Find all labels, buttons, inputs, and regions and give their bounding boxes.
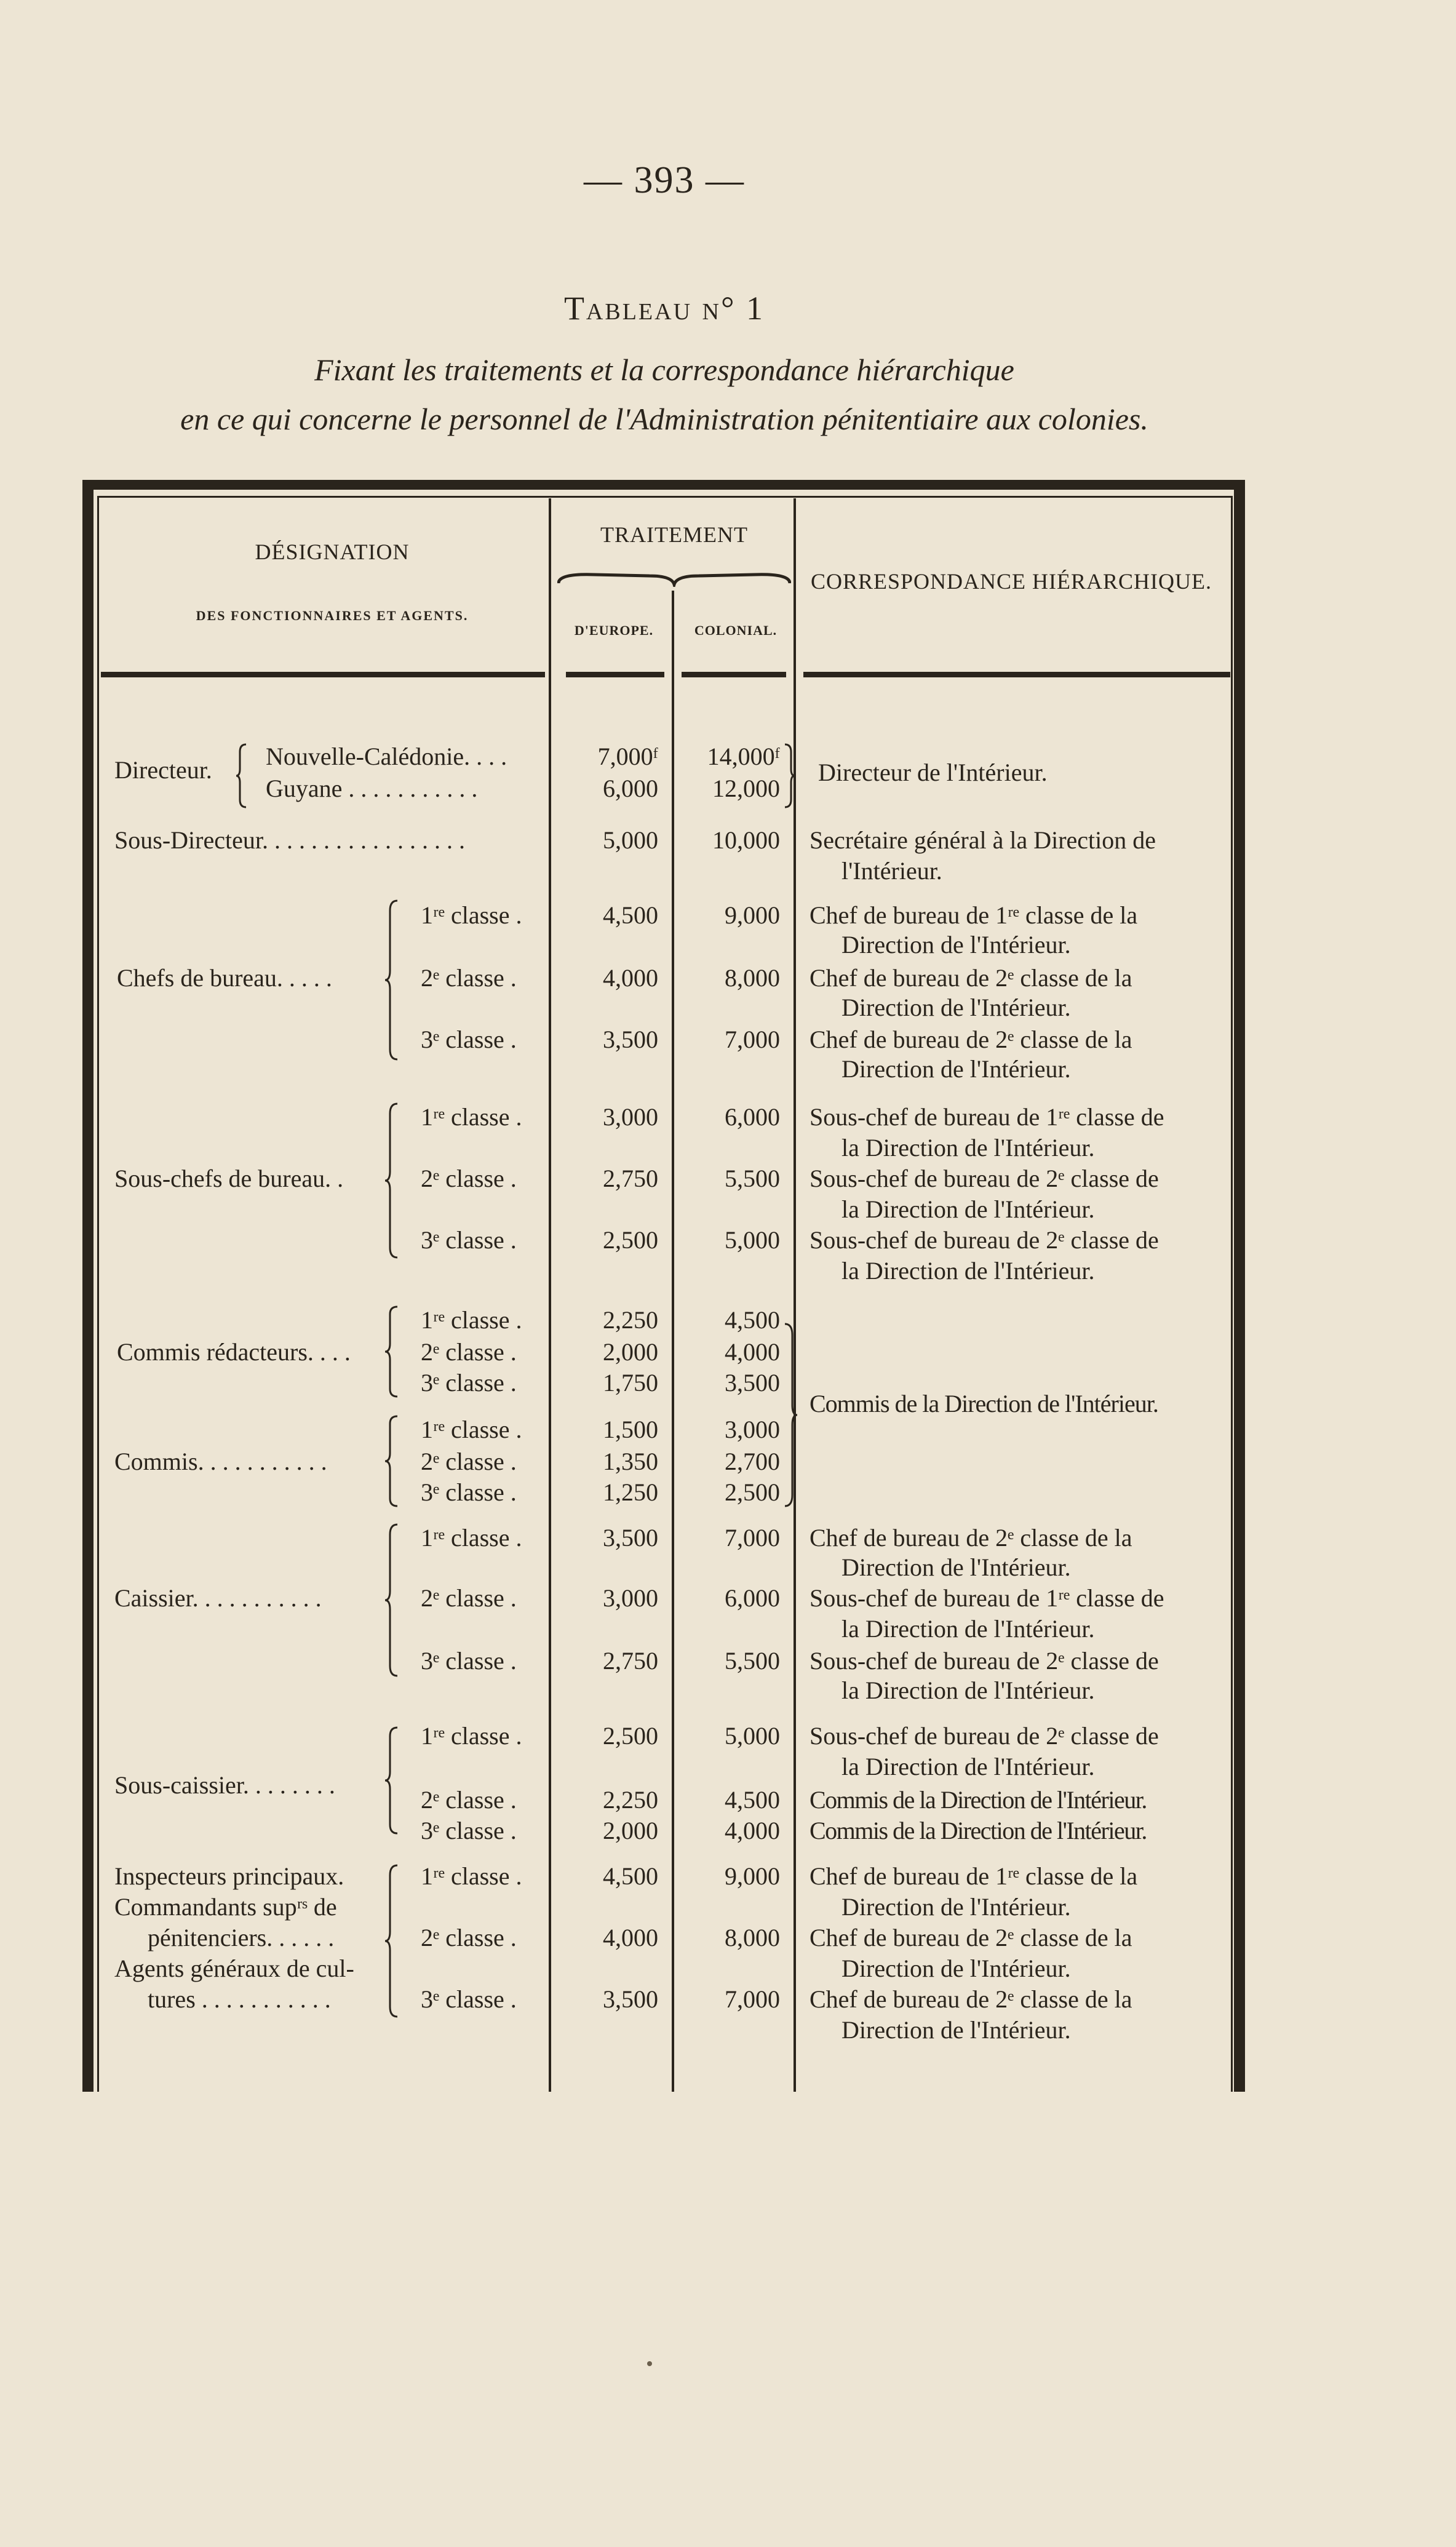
label-penitenciers: pénitenciers. . . . . .	[148, 1924, 335, 1951]
value-colonial: 3,500	[725, 1369, 780, 1397]
class-label: 2ᵉ classe .	[421, 964, 517, 992]
brace-icon	[784, 743, 796, 808]
corr-line: Commis de la Direction de l'Intérieur.	[810, 1817, 1147, 1844]
brace-icon	[384, 1102, 400, 1259]
corr-line: Sous-chef de bureau de 2ᵉ classe de	[810, 1722, 1159, 1750]
class-label: 3ᵉ classe .	[421, 1226, 517, 1254]
class-label: 1ʳᵉ classe .	[421, 1306, 522, 1334]
corr-line: Sous-chef de bureau de 2ᵉ classe de	[810, 1165, 1159, 1192]
value-colonial: 7,000	[725, 1524, 780, 1552]
value-colonial: 10,000	[712, 826, 780, 854]
corr-line: Direction de l'Intérieur.	[841, 994, 1071, 1021]
value-europe: 4,000	[603, 964, 658, 992]
value-europe: 2,000	[603, 1817, 658, 1844]
corr-directeur: Directeur de l'Intérieur.	[818, 759, 1048, 786]
value-colonial: 2,500	[725, 1478, 780, 1506]
class-label: 2ᵉ classe .	[421, 1165, 517, 1192]
corr-line: la Direction de l'Intérieur.	[841, 1753, 1095, 1780]
value-colonial: 5,000	[725, 1226, 780, 1254]
label-commandants: Commandants supʳˢ de	[114, 1893, 337, 1921]
value-colonial: 5,500	[725, 1165, 780, 1192]
header-separator	[803, 672, 1230, 677]
corr-line: Chef de bureau de 2ᵉ classe de la	[810, 964, 1132, 992]
corr-line: la Direction de l'Intérieur.	[841, 1195, 1095, 1223]
value-europe: 1,750	[603, 1369, 658, 1397]
class-label: 3ᵉ classe .	[421, 1647, 517, 1675]
class-label: 2ᵉ classe .	[421, 1338, 517, 1366]
corr-line: Direction de l'Intérieur.	[841, 931, 1071, 959]
class-label: 2ᵉ classe .	[421, 1448, 517, 1475]
class-label: 3ᵉ classe .	[421, 1985, 517, 2013]
header-europe: D'EUROPE.	[574, 623, 654, 638]
brace-icon	[784, 1323, 800, 1507]
value-colonial: 14,000ᶠ	[707, 743, 780, 770]
value-europe: 2,250	[603, 1306, 658, 1334]
header-designation-sub: DES FONCTIONNAIRES ET AGENTS.	[196, 608, 469, 623]
corr-line: la Direction de l'Intérieur.	[841, 1676, 1095, 1704]
page-mark	[647, 2361, 652, 2366]
corr-line: Direction de l'Intérieur.	[841, 1893, 1071, 1921]
corr-commis: Commis de la Direction de l'Intérieur.	[810, 1390, 1158, 1417]
class-label: 2ᵉ classe .	[421, 1786, 517, 1814]
class-label: 2ᵉ classe .	[421, 1924, 517, 1951]
label-cultures: tures . . . . . . . . . . .	[148, 1985, 331, 2013]
value-colonial: 2,700	[725, 1448, 780, 1475]
label-inspecteurs: Inspecteurs principaux.	[114, 1862, 344, 1890]
class-label: 1ʳᵉ classe .	[421, 1862, 522, 1890]
label-directeur: Directeur.	[114, 756, 212, 784]
class-label: 1ʳᵉ classe .	[421, 1722, 522, 1750]
class-label: 3ᵉ classe .	[421, 1817, 517, 1844]
corr-line: Chef de bureau de 2ᵉ classe de la	[810, 1924, 1132, 1951]
brace-icon	[235, 743, 249, 808]
corr-line: la Direction de l'Intérieur.	[841, 1134, 1095, 1162]
value-colonial: 4,500	[725, 1306, 780, 1334]
value-europe: 1,250	[603, 1478, 658, 1506]
value-colonial: 4,500	[725, 1786, 780, 1814]
corr-line: Commis de la Direction de l'Intérieur.	[810, 1786, 1147, 1814]
corr-line: la Direction de l'Intérieur.	[841, 1257, 1095, 1285]
value-europe: 3,500	[603, 1524, 658, 1552]
value-colonial: 6,000	[725, 1103, 780, 1131]
header-colonial: COLONIAL.	[694, 623, 778, 638]
corr-line: Sous-chef de bureau de 1ʳᵉ classe de	[810, 1103, 1164, 1131]
column-rule	[672, 591, 674, 2092]
label-guyane: Guyane . . . . . . . . . . .	[266, 775, 478, 802]
value-colonial: 12,000	[712, 775, 780, 802]
corr-line: Sous-chef de bureau de 2ᵉ classe de	[810, 1226, 1159, 1254]
value-europe: 4,500	[603, 1862, 658, 1890]
corr-line: Sous-chef de bureau de 2ᵉ classe de	[810, 1647, 1159, 1675]
value-europe: 2,500	[603, 1226, 658, 1254]
page-number: — 393 —	[584, 159, 745, 201]
corr-line: l'Intérieur.	[841, 857, 942, 885]
label-sous-chefs: Sous-chefs de bureau. .	[114, 1165, 344, 1192]
corr-line: Direction de l'Intérieur.	[841, 1955, 1071, 1982]
value-europe: 3,500	[603, 1026, 658, 1053]
corr-line: Chef de bureau de 1ʳᵉ classe de la	[810, 1862, 1138, 1890]
value-europe: 7,000ᶠ	[597, 743, 658, 770]
corr-line: Chef de bureau de 1ʳᵉ classe de la	[810, 901, 1138, 929]
value-europe: 4,500	[603, 901, 658, 929]
header-correspondance: CORRESPONDANCE HIÉRARCHIQUE.	[810, 569, 1212, 594]
corr-line: Direction de l'Intérieur.	[841, 2016, 1071, 2044]
value-europe: 2,500	[603, 1722, 658, 1750]
label-commis-redacteurs: Commis rédacteurs. . . .	[117, 1338, 351, 1366]
column-rule	[794, 498, 796, 2092]
corr-line: Direction de l'Intérieur.	[841, 1553, 1071, 1581]
value-europe: 2,000	[603, 1338, 658, 1366]
class-label: 1ʳᵉ classe .	[421, 1103, 522, 1131]
value-europe: 6,000	[603, 775, 658, 802]
value-colonial: 9,000	[725, 901, 780, 929]
horizontal-brace-icon	[557, 568, 791, 587]
value-colonial: 8,000	[725, 1924, 780, 1951]
value-europe: 3,500	[603, 1985, 658, 2013]
corr-line: Secrétaire général à la Direction de	[810, 826, 1156, 854]
value-colonial: 4,000	[725, 1338, 780, 1366]
corr-line: Sous-chef de bureau de 1ʳᵉ classe de	[810, 1584, 1164, 1612]
header-separator	[566, 672, 664, 677]
class-label: 1ʳᵉ classe .	[421, 1416, 522, 1443]
brace-icon	[384, 899, 400, 1061]
value-colonial: 8,000	[725, 964, 780, 992]
value-europe: 5,000	[603, 826, 658, 854]
class-label: 3ᵉ classe .	[421, 1026, 517, 1053]
value-colonial: 7,000	[725, 1985, 780, 2013]
class-label: 3ᵉ classe .	[421, 1478, 517, 1506]
table-subtitle-line1: Fixant les traitements et la correspondance hiérarchique	[314, 353, 1014, 387]
label-agents-generaux: Agents généraux de cul-	[114, 1955, 354, 1982]
class-label: 1ʳᵉ classe .	[421, 1524, 522, 1552]
table-subtitle-line2: en ce qui concerne le personnel de l'Administration pénitentiaire aux colonies.	[180, 402, 1148, 436]
value-colonial: 6,000	[725, 1584, 780, 1612]
table-frame-inner	[97, 496, 1233, 2092]
value-europe: 1,500	[603, 1416, 658, 1443]
header-designation: DÉSIGNATION	[255, 540, 410, 564]
value-colonial: 7,000	[725, 1026, 780, 1053]
header-separator	[682, 672, 786, 677]
corr-line: Direction de l'Intérieur.	[841, 1055, 1071, 1083]
label-sous-caissier: Sous-caissier. . . . . . . .	[114, 1771, 335, 1799]
value-europe: 3,000	[603, 1584, 658, 1612]
table-title: Tableau n° 1	[563, 290, 765, 327]
corr-line: Chef de bureau de 2ᵉ classe de la	[810, 1026, 1132, 1053]
corr-line: Chef de bureau de 2ᵉ classe de la	[810, 1985, 1132, 2013]
value-colonial: 5,000	[725, 1722, 780, 1750]
header-traitement: TRAITEMENT	[600, 522, 748, 547]
value-europe: 1,350	[603, 1448, 658, 1475]
label-caissier: Caissier. . . . . . . . . . .	[114, 1584, 322, 1612]
value-europe: 2,750	[603, 1647, 658, 1675]
class-label: 1ʳᵉ classe .	[421, 901, 522, 929]
corr-line: Chef de bureau de 2ᵉ classe de la	[810, 1524, 1132, 1552]
corr-line: la Direction de l'Intérieur.	[841, 1615, 1095, 1643]
class-label: 2ᵉ classe .	[421, 1584, 517, 1612]
value-colonial: 4,000	[725, 1817, 780, 1844]
value-europe: 3,000	[603, 1103, 658, 1131]
value-europe: 2,250	[603, 1786, 658, 1814]
label-commis: Commis. . . . . . . . . . .	[114, 1448, 327, 1475]
brace-icon	[384, 1305, 400, 1398]
header-separator	[101, 672, 545, 677]
brace-icon	[384, 1726, 400, 1835]
label-sous-directeur: Sous-Directeur. . . . . . . . . . . . . . . . .	[114, 826, 465, 854]
value-europe: 4,000	[603, 1924, 658, 1951]
value-europe: 2,750	[603, 1165, 658, 1192]
column-rule	[549, 498, 551, 2092]
value-colonial: 5,500	[725, 1647, 780, 1675]
brace-icon	[384, 1415, 400, 1507]
value-colonial: 3,000	[725, 1416, 780, 1443]
label-nouvelle-caledonie: Nouvelle-Calédonie. . . .	[266, 743, 507, 770]
brace-icon	[384, 1864, 400, 2018]
value-colonial: 9,000	[725, 1862, 780, 1890]
class-label: 3ᵉ classe .	[421, 1369, 517, 1397]
brace-icon	[384, 1523, 400, 1677]
label-chefs-bureau: Chefs de bureau. . . . .	[117, 964, 332, 992]
